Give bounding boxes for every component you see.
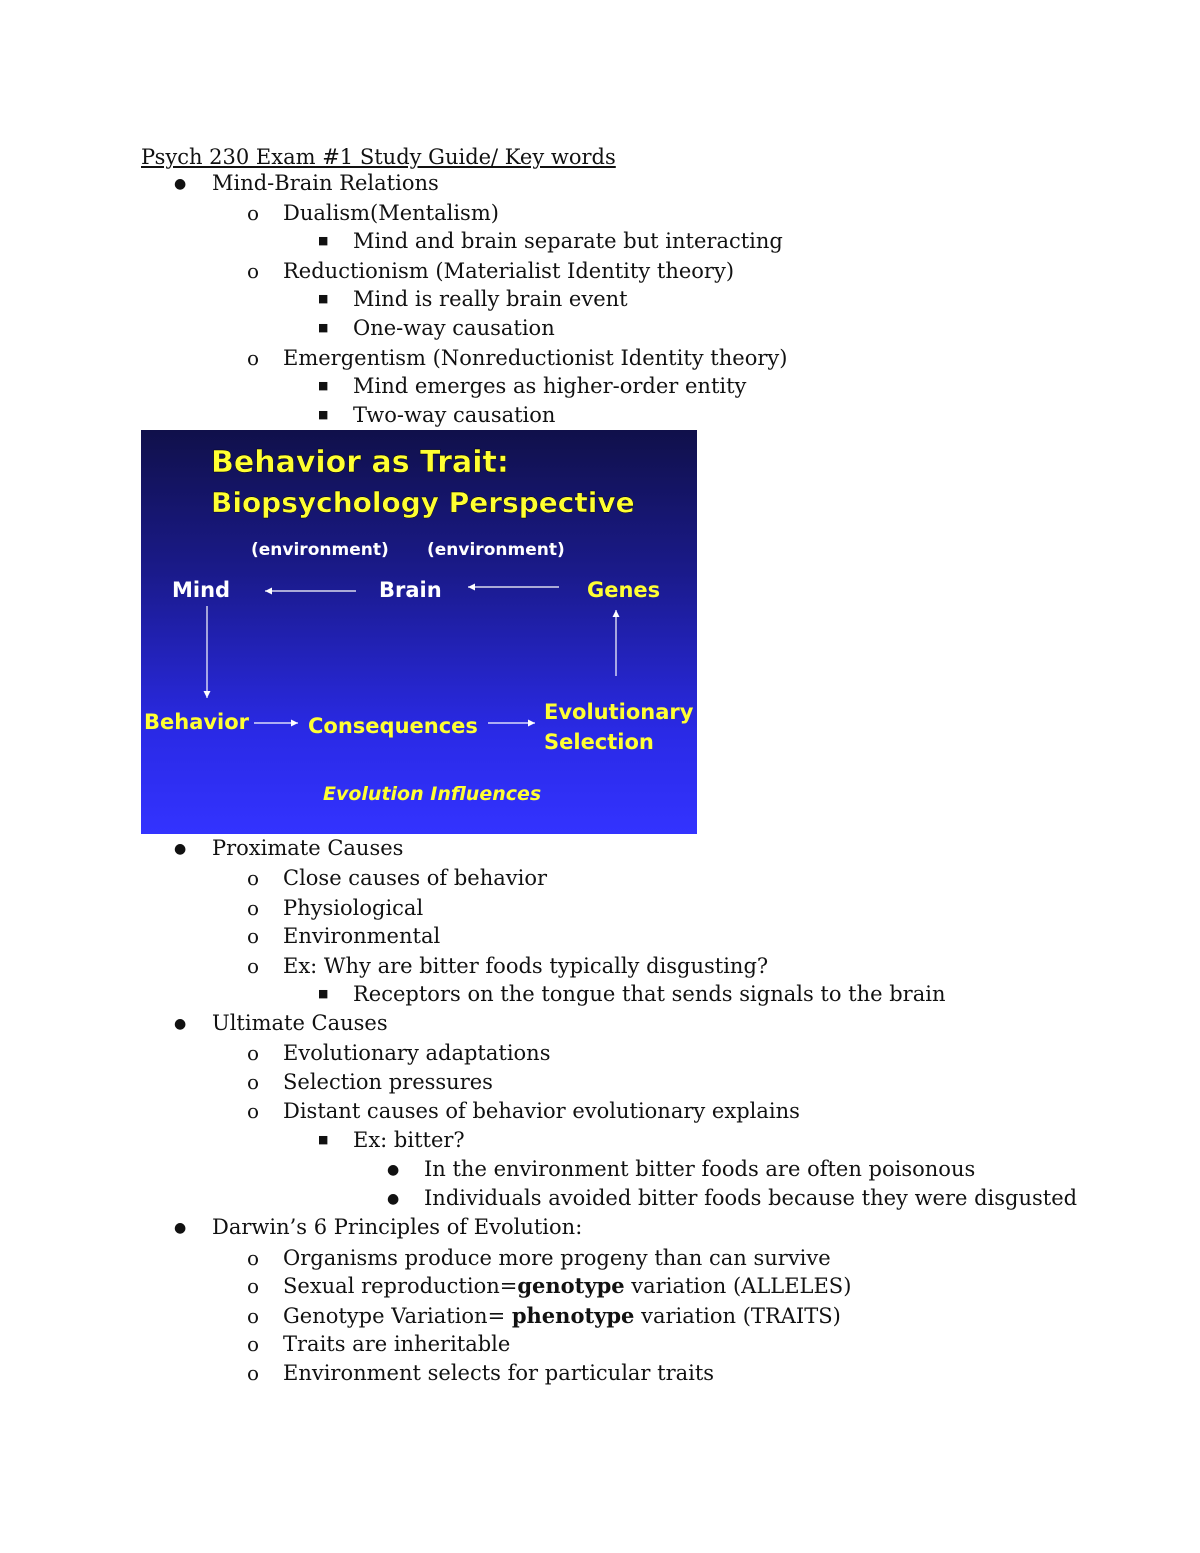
bullet-circle: o [247, 1304, 260, 1328]
bullet-square: ■ [318, 987, 329, 1000]
keyword-genotype: genotype [517, 1273, 625, 1298]
list-item [283, 1272, 851, 1300]
list-item [283, 1302, 841, 1330]
bullet-circle: o [247, 1246, 260, 1270]
bullet-circle: o [247, 201, 260, 225]
list-item: Environmental [283, 924, 441, 948]
bullet-circle: o [247, 1274, 260, 1298]
slide-title-line1: Behavior as Trait: [211, 445, 509, 480]
item-text: Sexual reproduction= [283, 1274, 518, 1298]
list-item: Distant causes of behavior evolutionary explains [283, 1099, 800, 1123]
page-title: Psych 230 Exam #1 Study Guide/ Key words [141, 145, 616, 169]
list-item: Environment selects for particular traits [283, 1361, 715, 1385]
list-item: Emergentism (Nonreductionist Identity theory) [283, 346, 788, 370]
biopsychology-slide-image [141, 430, 697, 834]
bullet-square: ■ [318, 321, 329, 334]
list-item: Individuals avoided bitter foods because they were disgusted [424, 1186, 1078, 1210]
list-item: Mind is really brain event [353, 287, 628, 311]
list-item: Mind and brain separate but interacting [353, 229, 783, 253]
list-item: Close causes of behavior [283, 866, 548, 890]
slide-title-line2: Biopsychology Perspective [211, 486, 635, 519]
list-item: Ex: Why are bitter foods typically disgusting? [283, 954, 769, 978]
list-item: In the environment bitter foods are often poisonous [424, 1157, 976, 1181]
bullet-circle: o [247, 1332, 260, 1356]
bullet-circle: o [247, 1099, 260, 1123]
item-text: variation (ALLELES) [624, 1274, 852, 1298]
brain-label: Brain [379, 578, 442, 602]
section-heading: Darwin’s 6 Principles of Evolution: [212, 1215, 583, 1239]
slide-diagram [141, 430, 697, 834]
list-item: Physiological [283, 896, 424, 920]
section-heading: Ultimate Causes [212, 1011, 388, 1035]
env-right-label: (environment) [427, 540, 565, 560]
bullet-square: ■ [318, 408, 329, 421]
bullet-circle: o [247, 896, 260, 920]
consequences-label: Consequences [308, 714, 478, 738]
bullet-square: ■ [318, 234, 329, 247]
list-item: Traits are inheritable [283, 1332, 511, 1356]
bullet-circle: o [247, 1361, 260, 1385]
list-item: Receptors on the tongue that sends signals to the brain [353, 982, 946, 1006]
bullet-disc: ● [174, 1016, 187, 1032]
section-heading: Proximate Causes [212, 836, 404, 860]
bullet-disc: ● [174, 176, 187, 192]
bullet-disc: ● [174, 1220, 187, 1236]
list-item: Evolutionary adaptations [283, 1041, 551, 1065]
bullet-disc: ● [387, 1191, 400, 1207]
keyword-phenotype: phenotype [511, 1303, 635, 1328]
genes-label: Genes [587, 578, 661, 602]
list-item: Organisms produce more progeny than can survive [283, 1246, 831, 1270]
bullet-square: ■ [318, 292, 329, 305]
list-item: One-way causation [353, 316, 555, 340]
bullet-circle: o [247, 924, 260, 948]
bullet-circle: o [247, 1070, 260, 1094]
section-heading: Mind-Brain Relations [212, 171, 439, 195]
mind-label: Mind [172, 578, 231, 602]
bullet-circle: o [247, 259, 260, 283]
bullet-circle: o [247, 866, 260, 890]
evolutionary-label: Evolutionary [544, 700, 694, 724]
bullet-circle: o [247, 954, 260, 978]
item-text: Genotype Variation= [283, 1304, 512, 1328]
bullet-square: ■ [318, 379, 329, 392]
bullet-circle: o [247, 1041, 260, 1065]
list-item: Two-way causation [353, 403, 556, 427]
bullet-disc: ● [387, 1162, 400, 1178]
list-item: Mind emerges as higher-order entity [353, 374, 747, 398]
item-text: variation (TRAITS) [634, 1304, 841, 1328]
slide-footer: Evolution Influences [323, 783, 542, 805]
selection-label: Selection [544, 730, 654, 754]
bullet-disc: ● [174, 841, 187, 857]
list-item: Ex: bitter? [353, 1128, 465, 1152]
list-item: Reductionism (Materialist Identity theory) [283, 259, 735, 283]
env-left-label: (environment) [251, 540, 389, 560]
behavior-label: Behavior [144, 710, 250, 734]
bullet-circle: o [247, 346, 260, 370]
bullet-square: ■ [318, 1133, 329, 1146]
list-item: Dualism(Mentalism) [283, 201, 499, 225]
list-item: Selection pressures [283, 1070, 493, 1094]
